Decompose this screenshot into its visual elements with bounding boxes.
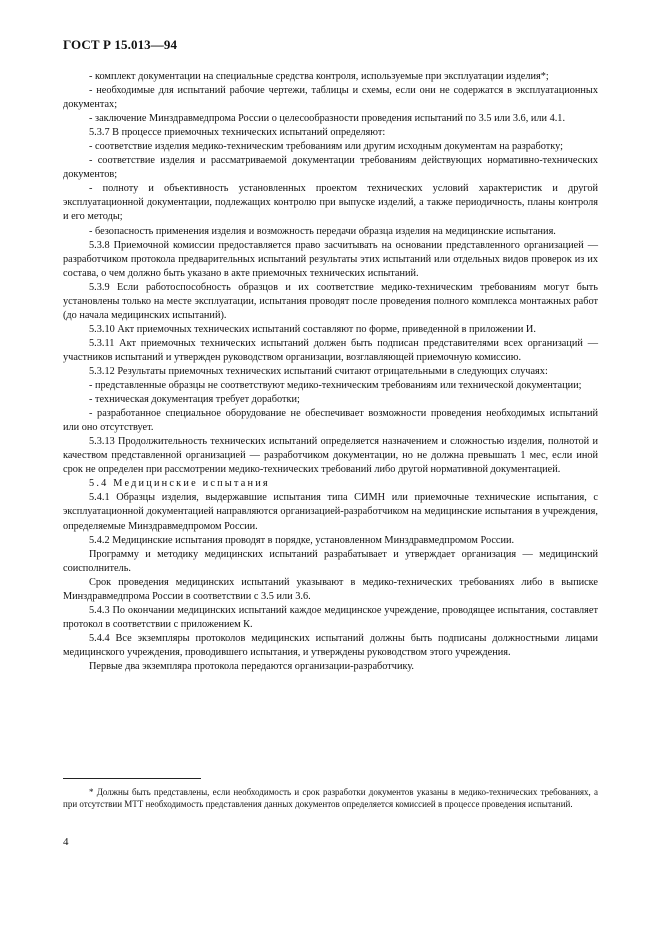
- paragraph: 5.4.3 По окончании медицинских испытаний каждое медицинское учреждение, проводящее испытания, составляет протокол в соответствии с приложением К.: [63, 604, 598, 630]
- paragraph: 5.4.2 Медицинские испытания проводят в порядке, установленном Минздравмедпромом России.: [89, 534, 515, 546]
- paragraph: - соответствие изделия медико-техническим требованиям или другим исходным документам на разработку;: [89, 141, 563, 153]
- paragraph: - необходимые для испытаний рабочие чертежи, таблицы и схемы, если они не содержатся в эксплуатационных документах;: [63, 85, 598, 111]
- page-number: 4: [63, 836, 69, 848]
- paragraph: 5.4.1 Образцы изделия, выдержавшие испытания типа СИМН или приемочные технические испытания, с эксплуатационной документацией направляются организацией-разработчиком на медицинские испытания в учреждения, определяемые Минздравмедпромом России.: [63, 492, 598, 532]
- paragraph: Программу и методику медицинских испытаний разрабатывает и утверждает организация — медицинский соисполнитель.: [63, 548, 598, 574]
- footnote-divider: [63, 778, 201, 779]
- paragraph: 5.3.11 Акт приемочных технических испытаний должен быть подписан представителями всех организаций — участников испытаний и утвержден руководством организации, возглавляющей приемочную комиссию.: [63, 337, 598, 363]
- paragraph: 5.3.7 В процессе приемочных технических испытаний определяют:: [89, 127, 386, 139]
- paragraph: 5.3.10 Акт приемочных технических испытаний составляют по форме, приведенной в приложении И.: [89, 323, 536, 335]
- paragraph: - разработанное специальное оборудование не обеспечивает возможности проведения необходимых испытаний или оно отсутствует.: [63, 408, 598, 434]
- document-body: [63, 70, 598, 674]
- paragraph: 5.4.4 Все экземпляры протоколов медицинских испытаний должны быть подписаны должностными лицами медицинского учреждения, проводившего испытания, и утверждены руководством этого учреждения.: [63, 632, 598, 658]
- footnote: [63, 786, 598, 811]
- paragraph: - безопасность применения изделия и возможность передачи образца изделия на медицинские испытания.: [89, 225, 556, 237]
- paragraph: - заключение Минздравмедпрома России о целесообразности проведения испытаний по 3.5 или 3.6, или 4.1.: [89, 113, 566, 125]
- paragraph: 5.3.8 Приемочной комиссии предоставляется право засчитывать на основании представленного организацией — разработчиком протокола предварительных испытаний результаты этих испытаний или отдельных видов проверок из их состава, о чем должно быть указано в акте приемочных технических испытаний.: [63, 239, 598, 279]
- paragraph: - представленные образцы не соответствуют медико-техническим требованиям или технической документации;: [89, 380, 582, 392]
- paragraph: - соответствие изделия и рассматриваемой документации требованиям действующих нормативно-технических документов;: [63, 155, 598, 181]
- section-heading: 5.4 Медицинские испытания: [89, 478, 270, 490]
- paragraph: Срок проведения медицинских испытаний указывают в медико-технических требованиях либо в выписке Минздравмедпрома России в соответствии с 3.5 или 3.6.: [63, 576, 598, 602]
- paragraph: 5.3.13 Продолжительность технических испытаний определяется назначением и сложностью изделия, полнотой и качеством представленной организацией — разработчиком документации, но не должна превышать 1 мес, если иной срок не определен при рассмотрении медико-технических требований либо другой нормативной документацией.: [63, 436, 598, 476]
- paragraph: 5.3.9 Если работоспособность образцов и их соответствие медико-техническим требованиям могут быть установлены только на месте эксплуатации, испытания проводят после проведения полного комплекса монтажных работ (до начала медицинских испытаний).: [63, 281, 598, 321]
- document-header: ГОСТ Р 15.013—94: [63, 37, 178, 52]
- footnote-text: * Должны быть представлены, если необходимость и срок разработки документов указаны в медико-технических требованиях, а при отсутствии МТТ необходимость представления данных документов определяется комиссией в процессе проведения испытаний.: [63, 787, 598, 810]
- paragraph: - полноту и объективность установленных проектом технических условий характеристик и другой эксплуатационной документации, подлежащих контролю при выпуске изделий, а также периодичность, планы контроля и его методы;: [63, 183, 598, 223]
- paragraph: - техническая документация требует доработки;: [89, 394, 300, 406]
- paragraph: Первые два экземпляра протокола передаются организации-разработчику.: [89, 660, 415, 672]
- paragraph: 5.3.12 Результаты приемочных технических испытаний считают отрицательными в следующих случаях:: [89, 365, 548, 377]
- paragraph: - комплект документации на специальные средства контроля, используемые при эксплуатации изделия*;: [89, 71, 549, 82]
